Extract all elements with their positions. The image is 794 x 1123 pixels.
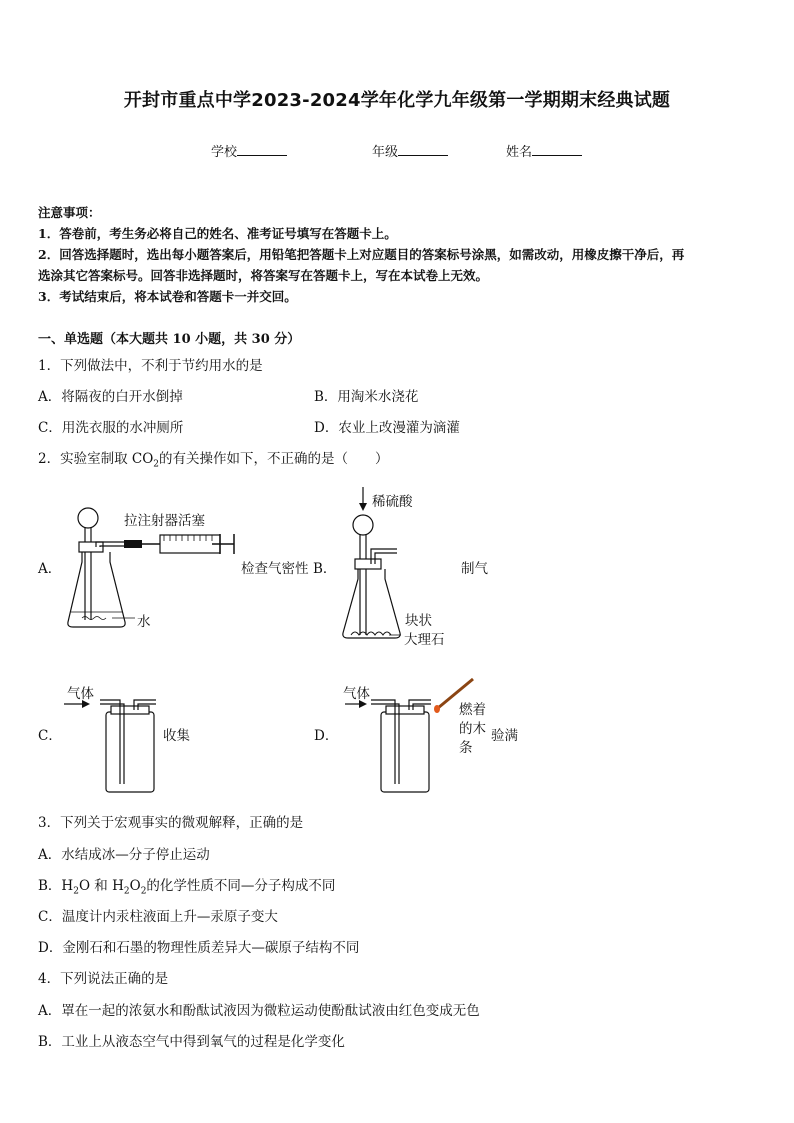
school-field[interactable] <box>211 141 287 160</box>
label-stick-line2: 的木 <box>459 721 486 737</box>
school-label: 学校 <box>211 145 238 160</box>
label-water: 水 <box>137 614 151 630</box>
q1-stem: 1．下列做法中，不利于节约用水的是 <box>38 358 263 374</box>
school-blank[interactable] <box>237 143 287 156</box>
q1-option-b: B．用淘米水浇花 <box>314 389 419 405</box>
section-heading: 一、单选题（本大题共 10 小题，共 30 分） <box>38 332 301 347</box>
q3-option-b: B．$H_2O$ 和 $H_2O_2$的化学性质不同—分子构成不同 <box>38 878 336 897</box>
q4-option-a: A．罩在一起的浓氨水和酚酞试液因为微粒运动使酚酞试液由红色变成无色 <box>38 1003 480 1019</box>
gas-bottle <box>381 712 429 792</box>
q1-option-c: C．用洗衣服的水冲厕所 <box>38 420 184 436</box>
q2-option-d-label: D． <box>314 728 339 744</box>
grade-label: 年级 <box>372 145 399 160</box>
funnel-bulb <box>78 508 98 528</box>
caption-collection: 收集 <box>163 728 190 744</box>
name-blank[interactable] <box>532 143 582 156</box>
gas-bottle <box>106 712 154 792</box>
page-title: 开封市重点中学2023-2024学年化学九年级第一学期期末经典试题 <box>123 90 671 111</box>
note-item-3: 3．考试结束后，将本试卷和答题卡一并交回。 <box>38 289 297 304</box>
arrow-down-icon <box>359 503 367 511</box>
q2-stem: 2．实验室制取 $CO_2$的有关操作如下，不正确的是（ ） <box>38 451 389 470</box>
grade-field[interactable] <box>372 141 448 160</box>
label-gas-c: 气体 <box>67 686 94 702</box>
notes-heading: 注意事项： <box>38 205 101 220</box>
grade-blank[interactable] <box>398 143 448 156</box>
q3-option-a: A．水结成冰—分子停止运动 <box>38 847 210 863</box>
label-solid-line2: 大理石 <box>404 632 445 648</box>
q2-option-c-label: C． <box>38 728 62 744</box>
q3-option-c: C．温度计内汞柱液面上升—汞原子变大 <box>38 909 278 925</box>
caption-airtightness: 检查气密性 <box>241 561 309 577</box>
q1-option-a: A．将隔夜的白开水倒掉 <box>38 389 183 405</box>
caption-gas-generation: 制气 <box>461 561 488 577</box>
name-label: 姓名 <box>506 145 533 160</box>
funnel-bulb <box>353 515 373 535</box>
label-solid-line1: 块状 <box>405 613 432 629</box>
q4-option-b: B．工业上从液态空气中得到氧气的过程是化学变化 <box>38 1034 345 1050</box>
bottle-stopper <box>386 706 424 714</box>
note-item-1: 1．答卷前，考生务必将自己的姓名、准考证号填写在答题卡上。 <box>38 226 397 241</box>
label-stick-line1: 燃着 <box>459 702 486 718</box>
conical-flask <box>68 552 125 627</box>
q1-option-d: D．农业上改漫灌为滴灌 <box>314 420 460 436</box>
q3-stem: 3．下列关于宏观事实的微观解释，正确的是 <box>38 815 304 831</box>
q3-option-d: D．金刚石和石墨的物理性质差异大—碳原子结构不同 <box>38 940 360 956</box>
syringe <box>160 535 220 553</box>
bottle-stopper <box>111 706 149 714</box>
q4-stem: 4．下列说法正确的是 <box>38 971 169 987</box>
stopper <box>355 559 381 569</box>
q2-option-b-label: B． <box>313 561 337 577</box>
label-dilute-sulfuric-acid: 稀硫酸 <box>372 494 413 510</box>
name-field[interactable] <box>506 141 582 160</box>
label-stick-line3: 条 <box>459 740 473 756</box>
conical-flask <box>343 569 400 638</box>
note-item-2-cont: 选涂其它答案标号。回答非选择题时，将答案写在答题卡上，写在本试卷上无效。 <box>38 268 489 283</box>
q2-option-a-label: A． <box>38 561 62 577</box>
caption-fullness-test: 验满 <box>491 728 518 744</box>
note-item-2: 2．回答选择题时，选出每小题答案后，用铅笔把答题卡上对应题目的答案标号涂黑，如需改动，用橡皮擦干净后，再 <box>38 247 685 262</box>
flame-icon <box>434 705 440 713</box>
label-pull-syringe: 拉注射器活塞 <box>124 513 205 529</box>
label-gas-d: 气体 <box>343 686 370 702</box>
